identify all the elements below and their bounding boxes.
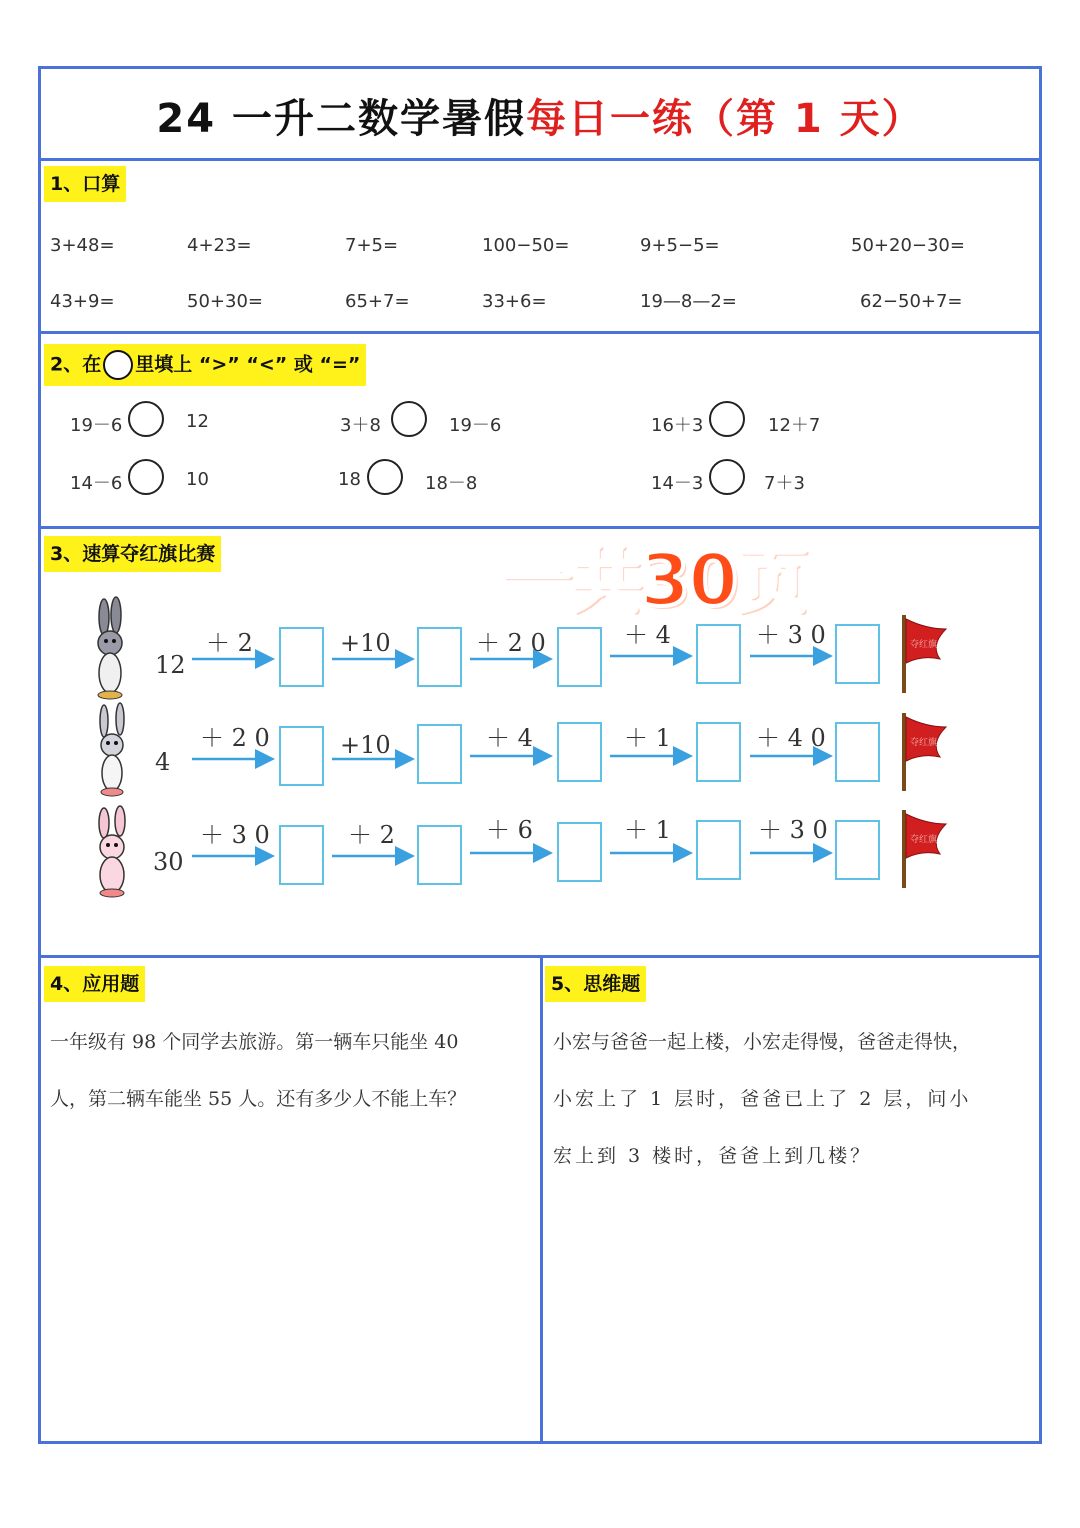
race-op-label: ＋ 1: [624, 816, 671, 844]
mental-calc-item: 62−50+7=: [860, 291, 963, 312]
compare-right: 18－8: [425, 473, 478, 494]
compare-left: 18: [338, 469, 361, 490]
race-answer-box[interactable]: [558, 723, 601, 781]
race-start-number: 30: [153, 848, 184, 876]
red-flag-icon: [904, 713, 946, 791]
race-op-label: ＋ 2 0: [476, 629, 546, 657]
race-answer-box[interactable]: [418, 826, 461, 884]
title-day: 每日一练（第 1 天）: [525, 96, 924, 142]
race-answer-box[interactable]: [418, 725, 461, 783]
thinking-problem-text: [553, 1014, 1033, 1185]
compare-right: 12: [186, 411, 209, 432]
race-answer-box[interactable]: [697, 625, 740, 683]
race-op-label: ＋ 2: [206, 629, 253, 657]
mental-calc-item: 65+7=: [345, 291, 410, 312]
race-start-number: 4: [155, 748, 171, 776]
compare-right: 12＋7: [768, 415, 821, 436]
race-op-label: ＋ 3 0: [758, 816, 828, 844]
race-answer-box[interactable]: [697, 821, 740, 879]
problem-line: 小宏上了 1 层时，爸爸已上了 2 层，问小: [553, 1088, 972, 1110]
problem-line: 小宏与爸爸一起上楼，小宏走得慢，爸爸走得快，: [553, 1031, 972, 1053]
compare-left: 14－3: [651, 473, 704, 494]
section3-label: 3、速算夺红旗比赛: [44, 536, 221, 572]
compare-left: 19－6: [70, 415, 123, 436]
race-op-label: ＋ 2 0: [200, 724, 270, 752]
flag-label: 夺红旗: [910, 738, 938, 748]
problem-line: 宏上到 3 楼时，爸爸上到几楼？: [553, 1145, 873, 1167]
section5-label: 5、思维题: [545, 966, 646, 1002]
compare-left: 14－6: [70, 473, 123, 494]
mental-calc-item: 33+6=: [482, 291, 547, 312]
mental-calc-item: 50+30=: [187, 291, 263, 312]
race-answer-box[interactable]: [836, 723, 879, 781]
compare-left: 3＋8: [340, 415, 381, 436]
problem-line: 一年级有 98 个同学去旅游。第一辆车只能坐 40: [50, 1031, 459, 1053]
race-answer-box[interactable]: [558, 823, 601, 881]
red-flag-icon: [904, 615, 946, 693]
race-op-label: ＋ 4 0: [756, 724, 826, 752]
page-count-watermark: 一共30页: [500, 538, 807, 622]
rabbit-icon: [99, 806, 125, 897]
race-answer-box[interactable]: [836, 625, 879, 683]
section1-label: 1、口算: [44, 166, 126, 202]
mental-calc-item: 50+20−30=: [851, 235, 965, 256]
mental-calc-item: 3+48=: [50, 235, 115, 256]
race-op-label: ＋ 6: [486, 816, 533, 844]
race-op-label: ＋ 4: [486, 724, 533, 752]
compare-right: 10: [186, 469, 209, 490]
race-start-number: 12: [155, 651, 186, 679]
race-answer-box[interactable]: [280, 628, 323, 686]
rabbit-icon: [98, 597, 122, 699]
race-op-label: ＋ 2: [348, 821, 395, 849]
word-problem-text: [50, 1014, 530, 1128]
race-answer-box[interactable]: [558, 628, 601, 686]
mental-calc-item: 4+23=: [187, 235, 252, 256]
race-op-label: ＋ 4: [624, 621, 671, 649]
race-answer-box[interactable]: [697, 723, 740, 781]
race-answer-box[interactable]: [280, 826, 323, 884]
flag-label: 夺红旗: [910, 640, 938, 650]
section2-label-post: 里填上 “>” “<” 或 “=”: [135, 353, 361, 376]
mental-calc-item: 9+5−5=: [640, 235, 720, 256]
mental-calc-item: 19—8—2=: [640, 291, 737, 312]
compare-right: 19－6: [449, 415, 502, 436]
race-op-label: +10: [340, 731, 391, 759]
mental-calc-item: 43+9=: [50, 291, 115, 312]
race-op-label: ＋ 3 0: [756, 621, 826, 649]
race-op-label: ＋ 1: [624, 724, 671, 752]
race-answer-box[interactable]: [418, 628, 461, 686]
race-op-label: ＋ 3 0: [200, 821, 270, 849]
section4-label: 4、应用题: [44, 966, 145, 1002]
problem-line: 人，第二辆车能坐 55 人。还有多少人不能上车？: [50, 1088, 467, 1110]
race-answer-box[interactable]: [280, 727, 323, 785]
mental-calc-item: 7+5=: [345, 235, 399, 256]
mental-calc-item: 100−50=: [482, 235, 570, 256]
race-op-label: +10: [340, 629, 391, 657]
race-answer-box[interactable]: [836, 821, 879, 879]
title-main: 24 一升二数学暑假: [156, 96, 526, 142]
section2-label-pre: 2、在: [50, 353, 102, 376]
red-flag-icon: [904, 810, 946, 888]
rabbit-icon: [100, 703, 124, 796]
compare-left: 16＋3: [651, 415, 704, 436]
flag-label: 夺红旗: [910, 835, 938, 845]
compare-right: 7＋3: [764, 473, 805, 494]
